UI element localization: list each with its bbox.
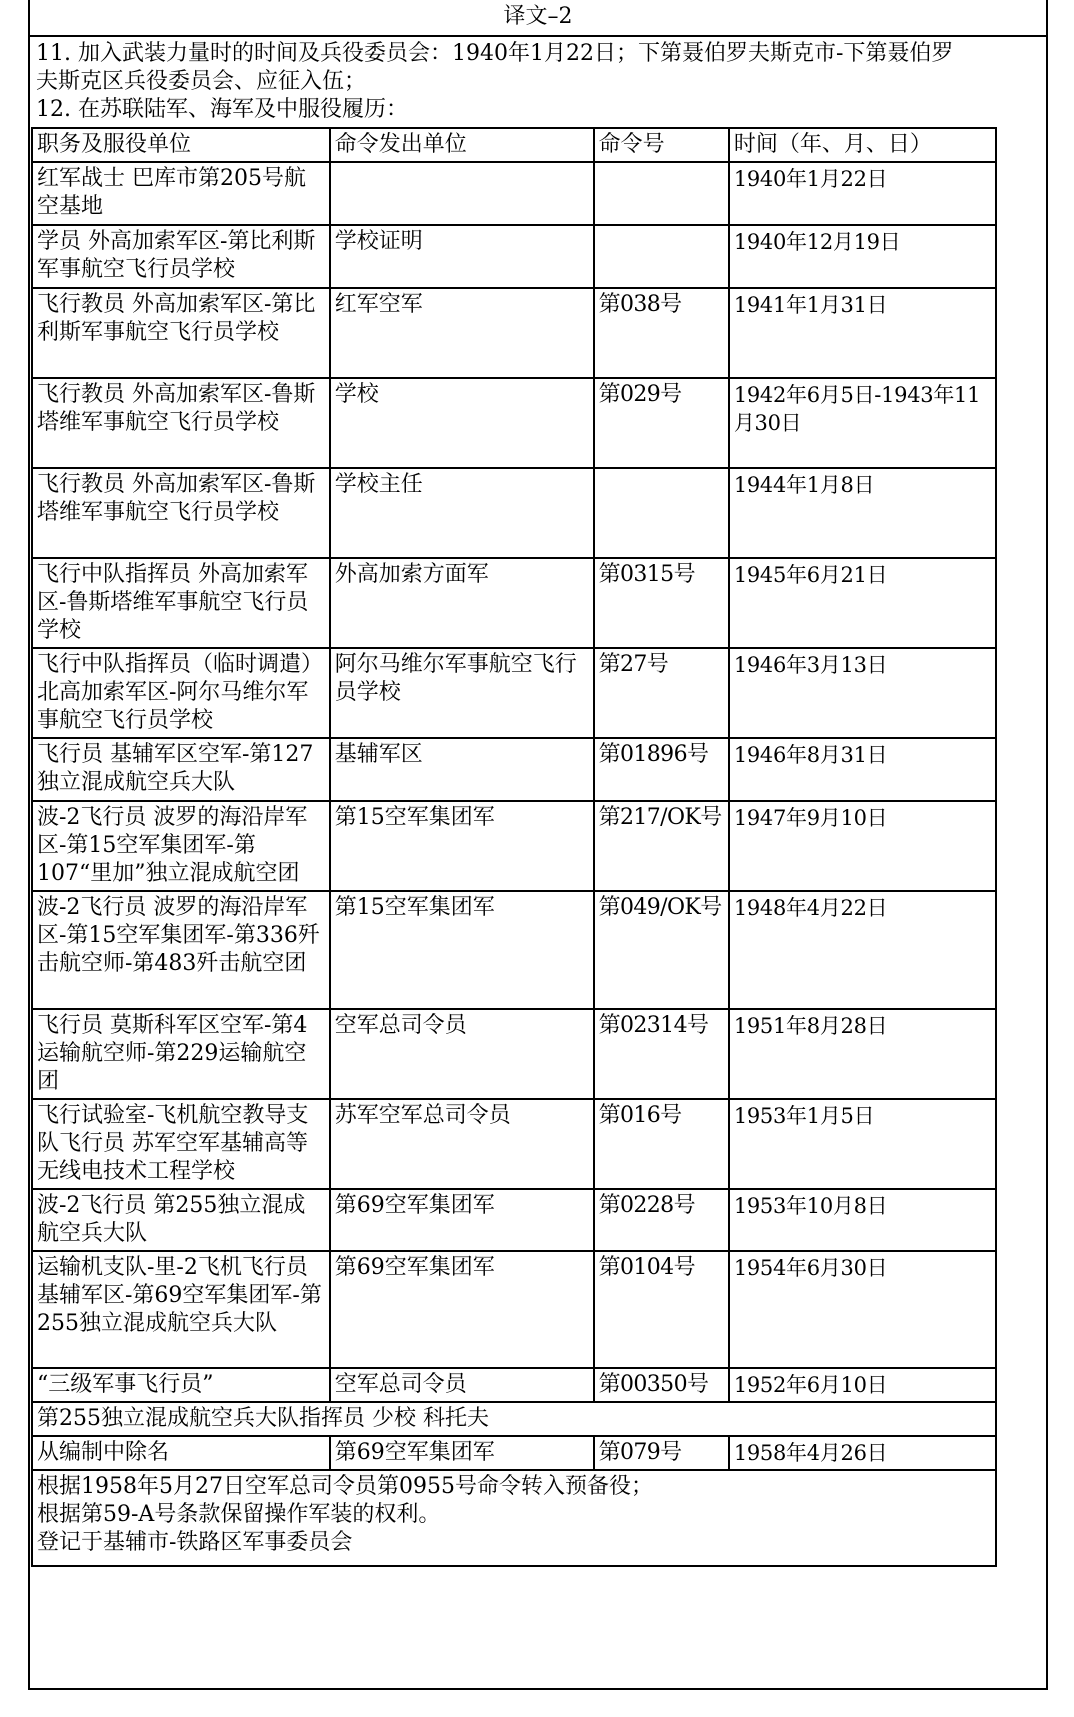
cell-post: 波-2飞行员 波罗的海沿岸军区-第15空军集团军-第336歼击航空师-第483歼击航空团 bbox=[32, 891, 330, 1009]
table-row bbox=[32, 1189, 996, 1251]
cell-issuer: 基辅军区 bbox=[330, 738, 594, 801]
cell-post: 波-2飞行员 第255独立混成航空兵大队 bbox=[32, 1189, 330, 1251]
table-footer-row bbox=[32, 1470, 996, 1566]
cell-post: 飞行教员 外高加索军区-鲁斯塔维军事航空飞行员学校 bbox=[32, 378, 330, 468]
cell-date: 1941年1月31日 bbox=[729, 288, 996, 378]
table-row bbox=[32, 468, 996, 558]
table-row bbox=[32, 1099, 996, 1189]
cell-issuer: 外高加索方面军 bbox=[330, 558, 594, 648]
cell-order: 第01896号 bbox=[594, 738, 729, 801]
commander-signature-line: 第255独立混成航空兵大队指挥员 少校 科托夫 bbox=[32, 1402, 996, 1436]
table-row bbox=[32, 738, 996, 801]
table-row bbox=[32, 378, 996, 468]
table-row bbox=[32, 558, 996, 648]
cell-issuer: 阿尔马维尔军事航空飞行员学校 bbox=[330, 648, 594, 738]
cell-issuer: 学校证明 bbox=[330, 225, 594, 288]
footer-line: 登记于基辅市-铁路区军事委员会 bbox=[37, 1530, 353, 1555]
cell-post: 学员 外高加索军区-第比利斯军事航空飞行员学校 bbox=[32, 225, 330, 288]
cell-post: 红军战士 巴库市第205号航空基地 bbox=[32, 162, 330, 225]
cell-order: 第217/OK号 bbox=[594, 801, 729, 891]
cell-issuer: 第69空军集团军 bbox=[330, 1189, 594, 1251]
cell-post: 从编制中除名 bbox=[32, 1436, 330, 1470]
cell-order: 第049/OK号 bbox=[594, 891, 729, 1009]
cell-order: 第00350号 bbox=[594, 1368, 729, 1402]
table-header-row bbox=[32, 128, 996, 162]
cell-date: 1944年1月8日 bbox=[729, 468, 996, 558]
header-cell-date: 时间（年、月、日） bbox=[729, 128, 996, 162]
cell-issuer: 学校 bbox=[330, 378, 594, 468]
cell-order: 第0228号 bbox=[594, 1189, 729, 1251]
table-row bbox=[32, 288, 996, 378]
header-cell-post: 职务及服役单位 bbox=[32, 128, 330, 162]
table-span-row bbox=[32, 1402, 996, 1436]
cell-date: 1951年8月28日 bbox=[729, 1009, 996, 1099]
page-title: 译文–2 bbox=[28, 0, 1048, 37]
item-11-line-1: 11. 加入武装力量时的时间及兵役委员会：1940年1月22日；下第聂伯罗夫斯克市-下第聂伯罗 bbox=[36, 41, 954, 66]
cell-date: 1953年10月8日 bbox=[729, 1189, 996, 1251]
header-cell-issuer: 命令发出单位 bbox=[330, 128, 594, 162]
service-record-table bbox=[31, 127, 997, 1567]
cell-date: 1942年6月5日-1943年11月30日 bbox=[729, 378, 996, 468]
cell-date: 1946年3月13日 bbox=[729, 648, 996, 738]
cell-post: 飞行中队指挥员 外高加索军区-鲁斯塔维军事航空飞行员学校 bbox=[32, 558, 330, 648]
cell-post: 波-2飞行员 波罗的海沿岸军区-第15空军集团军-第107“里加”独立混成航空团 bbox=[32, 801, 330, 891]
cell-date: 1947年9月10日 bbox=[729, 801, 996, 891]
cell-order: 第02314号 bbox=[594, 1009, 729, 1099]
table-row bbox=[32, 1368, 996, 1402]
cell-issuer bbox=[330, 162, 594, 225]
cell-post: 飞行员 莫斯科军区空军-第4运输航空师-第229运输航空团 bbox=[32, 1009, 330, 1099]
table-row bbox=[32, 1009, 996, 1099]
item-11-line-2: 夫斯克区兵役委员会、应征入伍； bbox=[36, 69, 367, 94]
cell-order: 第079号 bbox=[594, 1436, 729, 1470]
cell-date: 1940年12月19日 bbox=[729, 225, 996, 288]
cell-post: 运输机支队-里-2飞机飞行员 基辅军区-第69空军集团军-第255独立混成航空兵大队 bbox=[32, 1251, 330, 1368]
item-12-heading: 12. 在苏联陆军、海军及中服役履历： bbox=[36, 97, 408, 122]
header-cell-order: 命令号 bbox=[594, 128, 729, 162]
cell-issuer: 空军总司令员 bbox=[330, 1368, 594, 1402]
cell-post: “三级军事飞行员” bbox=[32, 1368, 330, 1402]
cell-order: 第029号 bbox=[594, 378, 729, 468]
footer-line: 根据1958年5月27日空军总司令员第0955号命令转入预备役； bbox=[37, 1474, 653, 1499]
cell-issuer: 空军总司令员 bbox=[330, 1009, 594, 1099]
footer-line: 根据第59-A号条款保留操作军装的权利。 bbox=[37, 1502, 441, 1527]
cell-issuer: 第69空军集团军 bbox=[330, 1251, 594, 1368]
cell-issuer: 苏军空军总司令员 bbox=[330, 1099, 594, 1189]
table-row bbox=[32, 648, 996, 738]
cell-order bbox=[594, 162, 729, 225]
cell-date: 1953年1月5日 bbox=[729, 1099, 996, 1189]
table-row bbox=[32, 801, 996, 891]
cell-order bbox=[594, 225, 729, 288]
cell-post: 飞行教员 外高加索军区-第比利斯军事航空飞行员学校 bbox=[32, 288, 330, 378]
cell-order bbox=[594, 468, 729, 558]
cell-order: 第27号 bbox=[594, 648, 729, 738]
cell-issuer: 第15空军集团军 bbox=[330, 891, 594, 1009]
cell-issuer: 第69空军集团军 bbox=[330, 1436, 594, 1470]
cell-date: 1940年1月22日 bbox=[729, 162, 996, 225]
cell-post: 飞行中队指挥员（临时调遣） 北高加索军区-阿尔马维尔军事航空飞行员学校 bbox=[32, 648, 330, 738]
cell-issuer: 红军空军 bbox=[330, 288, 594, 378]
table-row bbox=[32, 1436, 996, 1470]
table-row bbox=[32, 1251, 996, 1368]
table-row bbox=[32, 891, 996, 1009]
table-row bbox=[32, 225, 996, 288]
cell-date: 1945年6月21日 bbox=[729, 558, 996, 648]
cell-date: 1958年4月26日 bbox=[729, 1436, 996, 1470]
cell-issuer: 学校主任 bbox=[330, 468, 594, 558]
cell-order: 第0315号 bbox=[594, 558, 729, 648]
cell-post: 飞行员 基辅军区空军-第127独立混成航空兵大队 bbox=[32, 738, 330, 801]
cell-issuer: 第15空军集团军 bbox=[330, 801, 594, 891]
cell-post: 飞行试验室-飞机航空教导支队飞行员 苏军空军基辅高等无线电技术工程学校 bbox=[32, 1099, 330, 1189]
table-row bbox=[32, 162, 996, 225]
cell-date: 1952年6月10日 bbox=[729, 1368, 996, 1402]
cell-order: 第016号 bbox=[594, 1099, 729, 1189]
cell-order: 第0104号 bbox=[594, 1251, 729, 1368]
cell-date: 1948年4月22日 bbox=[729, 891, 996, 1009]
reserve-transfer-notes bbox=[32, 1470, 996, 1566]
cell-order: 第038号 bbox=[594, 288, 729, 378]
cell-post: 飞行教员 外高加索军区-鲁斯塔维军事航空飞行员学校 bbox=[32, 468, 330, 558]
cell-date: 1954年6月30日 bbox=[729, 1251, 996, 1368]
cell-date: 1946年8月31日 bbox=[729, 738, 996, 801]
